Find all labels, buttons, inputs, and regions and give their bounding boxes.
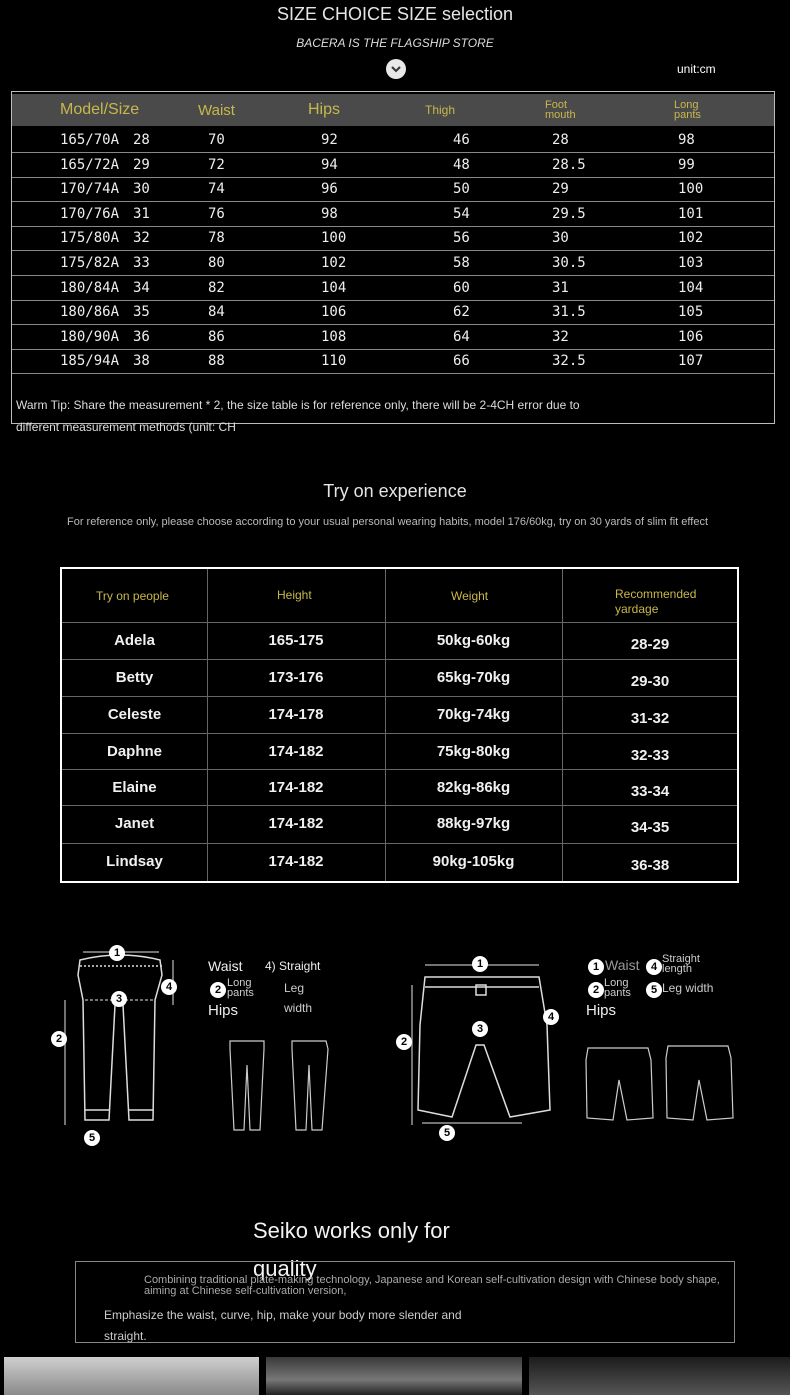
legend-straight: 4) Straight — [265, 959, 321, 973]
legend-leg: Leg — [284, 981, 305, 995]
cell-foot: 28.5 — [552, 156, 586, 173]
legend-width: width — [284, 1001, 313, 1015]
cell-size: 28 — [133, 132, 150, 148]
cell-model: 170/74A — [60, 181, 120, 198]
legend-long: Long — [604, 977, 629, 989]
product-photo — [529, 1357, 790, 1395]
try-on-title: Try on experience — [323, 481, 467, 501]
cell-thigh: 64 — [453, 328, 470, 345]
cell-weight: 70kg-74kg — [436, 706, 511, 723]
marker-3: 3 — [472, 1021, 488, 1037]
cell-name: Daphne — [106, 743, 162, 760]
cell-size: 31 — [133, 205, 150, 222]
cell-foot: 31.5 — [552, 304, 586, 321]
cell-foot: 28 — [552, 132, 569, 148]
table-row — [12, 326, 774, 350]
cell-thigh: 62 — [453, 304, 470, 321]
cell-thigh: 66 — [453, 353, 470, 370]
header-hips: Hips — [308, 101, 341, 118]
cell-length: 98 — [678, 132, 695, 148]
cell-name: Elaine — [112, 779, 157, 796]
cell-hips: 104 — [321, 279, 347, 296]
cell-yardage: 31-32 — [630, 710, 670, 727]
legend-long-pants — [604, 978, 631, 998]
cell-weight: 88kg-97kg — [436, 815, 511, 832]
cell-height: 174-182 — [268, 853, 324, 870]
legend-leg-width: Leg width — [662, 981, 714, 995]
cell-name: Betty — [115, 669, 154, 686]
header-model-size: Model/Size — [60, 101, 140, 118]
cell-foot: 32.5 — [552, 353, 586, 370]
marker-5: 5 — [84, 1130, 100, 1146]
cell-thigh: 56 — [453, 230, 470, 247]
marker-4: 4 — [646, 959, 662, 975]
table-row — [12, 129, 774, 153]
marker-1: 1 — [109, 945, 125, 961]
cell-yardage: 33-34 — [630, 783, 670, 800]
cell-height: 174-182 — [268, 815, 324, 832]
cell-waist: 78 — [208, 230, 225, 247]
cell-foot: 29 — [552, 181, 569, 198]
cell-height: 174-178 — [268, 706, 324, 723]
header-long-pants — [674, 94, 701, 126]
cell-hips: 108 — [321, 328, 347, 345]
cell-length: 104 — [678, 279, 704, 296]
table-row — [12, 301, 774, 325]
cell-length: 101 — [678, 205, 704, 222]
cell-size: 38 — [133, 353, 150, 370]
marker-2: 2 — [210, 982, 226, 998]
quality-title: Seiko works only for quality — [253, 1218, 450, 1281]
cell-waist: 86 — [208, 328, 225, 345]
marker-2: 2 — [396, 1034, 412, 1050]
cell-model: 180/86A — [60, 304, 120, 321]
cell-model: 185/94A — [60, 353, 120, 370]
cell-yardage: 36-38 — [630, 857, 670, 874]
cell-waist: 72 — [208, 156, 225, 173]
marker-2: 2 — [51, 1031, 67, 1047]
long-pants-thumbnails — [222, 1035, 337, 1135]
cell-model: 175/82A — [60, 255, 120, 271]
cell-model: 170/76A — [60, 205, 120, 222]
cell-hips: 102 — [321, 255, 347, 271]
cell-waist: 84 — [208, 304, 225, 321]
cell-hips: 94 — [321, 156, 338, 173]
column-divider — [385, 569, 386, 881]
header-yardage: yardage — [615, 602, 659, 616]
cell-foot: 29.5 — [552, 205, 586, 222]
cell-hips: 98 — [321, 205, 338, 222]
cell-thigh: 54 — [453, 205, 470, 222]
header-recommended: Recommended — [615, 587, 697, 601]
legend-pants: pants — [227, 987, 254, 999]
cell-length: 103 — [678, 255, 704, 271]
row-divider — [62, 659, 737, 660]
warm-tip: Warm Tip: Share the measurement * 2, the size table is for reference only, there will be 2-4CH error due to different measurement methods (unit: CH — [16, 398, 580, 434]
header-foot-mouth — [545, 94, 576, 126]
marker-5: 5 — [646, 982, 662, 998]
quality-emphasis: Emphasize the waist, curve, hip, make your body more slender and straight. — [104, 1308, 462, 1343]
legend-length: length — [662, 963, 692, 975]
shorts-diagram — [392, 945, 567, 1145]
cell-model: 180/90A — [60, 328, 120, 345]
header-long: Long — [674, 99, 699, 111]
cell-weight: 65kg-70kg — [436, 669, 511, 686]
cell-size: 32 — [133, 230, 150, 247]
cell-hips: 92 — [321, 132, 338, 148]
cell-size: 29 — [133, 156, 150, 173]
store-subtitle: BACERA IS THE FLAGSHIP STORE — [296, 36, 494, 50]
cell-size: 35 — [133, 304, 150, 321]
cell-thigh: 60 — [453, 279, 470, 296]
marker-4: 4 — [543, 1009, 559, 1025]
cell-model: 165/72A — [60, 156, 120, 173]
cell-yardage: 34-35 — [630, 819, 670, 836]
shorts-thumbnails — [583, 1040, 738, 1125]
table-row — [12, 227, 774, 251]
cell-length: 106 — [678, 328, 704, 345]
cell-waist: 82 — [208, 279, 225, 296]
cell-length: 105 — [678, 304, 704, 321]
marker-1: 1 — [472, 956, 488, 972]
long-pants-diagram — [45, 940, 195, 1150]
cell-name: Lindsay — [106, 853, 163, 870]
cell-model: 180/84A — [60, 279, 120, 296]
row-divider — [62, 769, 737, 770]
cell-yardage: 32-33 — [630, 747, 670, 764]
cell-hips: 96 — [321, 181, 338, 198]
cell-weight: 75kg-80kg — [436, 743, 511, 760]
cell-name: Janet — [114, 815, 155, 832]
header-thigh: Thigh — [425, 103, 456, 117]
cell-thigh: 48 — [453, 156, 470, 173]
header-foot: Foot — [545, 99, 568, 111]
header-pants: pants — [674, 109, 701, 121]
cell-foot: 30.5 — [552, 255, 586, 271]
legend-straight: Straight — [662, 953, 700, 965]
marker-5: 5 — [439, 1125, 455, 1141]
cell-waist: 76 — [208, 205, 225, 222]
legend-pants: pants — [604, 987, 631, 999]
marker-4: 4 — [161, 979, 177, 995]
cell-thigh: 58 — [453, 255, 470, 271]
product-photo — [4, 1357, 259, 1395]
row-divider — [62, 843, 737, 844]
marker-3: 3 — [111, 991, 127, 1007]
size-table-header — [12, 94, 774, 126]
cell-yardage: 29-30 — [630, 673, 670, 690]
cell-yardage: 28-29 — [630, 636, 670, 653]
cell-waist: 80 — [208, 255, 225, 271]
page-title: SIZE CHOICE SIZE selection — [276, 4, 514, 24]
cell-size: 33 — [133, 255, 150, 271]
cell-foot: 30 — [552, 230, 569, 247]
cell-height: 174-182 — [268, 779, 324, 796]
marker-2: 2 — [588, 982, 604, 998]
cell-weight: 50kg-60kg — [436, 632, 511, 649]
cell-size: 36 — [133, 328, 150, 345]
header-mouth: mouth — [545, 109, 576, 121]
cell-foot: 32 — [552, 328, 569, 345]
legend-waist: Waist — [208, 958, 243, 974]
header-weight: Weight — [451, 589, 489, 603]
row-divider — [62, 805, 737, 806]
table-row — [12, 277, 774, 301]
legend-hips: Hips — [586, 1002, 617, 1019]
legend-long-pants — [227, 978, 254, 998]
header-waist: Waist — [198, 101, 235, 119]
row-divider — [62, 622, 737, 623]
row-divider — [62, 696, 737, 697]
cell-height: 165-175 — [268, 632, 324, 649]
cell-weight: 90kg-105kg — [432, 853, 515, 870]
table-row — [12, 203, 774, 227]
header-try-on-people: Try on people — [96, 589, 169, 603]
cell-weight: 82kg-86kg — [436, 779, 511, 796]
table-row — [12, 350, 774, 374]
cell-length: 99 — [678, 156, 695, 173]
cell-length: 102 — [678, 230, 704, 247]
cell-size: 30 — [133, 181, 150, 198]
cell-height: 174-182 — [268, 743, 324, 760]
cell-size: 34 — [133, 279, 150, 296]
cell-length: 100 — [678, 181, 704, 198]
header-height: Height — [277, 588, 312, 602]
row-divider — [62, 733, 737, 734]
cell-model: 175/80A — [60, 230, 120, 247]
cell-hips: 106 — [321, 304, 347, 321]
cell-name: Adela — [114, 632, 155, 649]
try-on-note: For reference only, please choose according to your usual personal wearing habits, model 176/60kg, try on 30 yards of slim fit effect — [67, 516, 708, 528]
cell-waist: 70 — [208, 132, 225, 148]
cell-thigh: 50 — [453, 181, 470, 198]
cell-hips: 110 — [321, 353, 347, 370]
column-divider — [207, 569, 208, 881]
cell-waist: 74 — [208, 181, 225, 198]
cell-thigh: 46 — [453, 132, 470, 148]
cell-length: 107 — [678, 353, 704, 370]
try-on-table — [60, 567, 739, 883]
cell-foot: 31 — [552, 279, 569, 296]
unit-label: unit:cm — [677, 62, 716, 76]
cell-model: 165/70A — [60, 132, 120, 148]
cell-hips: 100 — [321, 230, 347, 247]
marker-1: 1 — [588, 959, 604, 975]
cell-name: Celeste — [107, 706, 162, 723]
cell-waist: 88 — [208, 353, 225, 370]
legend-hips: Hips — [208, 1002, 239, 1019]
table-row — [12, 178, 774, 202]
legend-long: Long — [227, 977, 252, 989]
chevron-down-icon[interactable] — [386, 59, 406, 79]
table-row — [12, 154, 774, 178]
header-recommended-yardage — [615, 587, 696, 617]
cell-height: 173-176 — [268, 669, 324, 686]
legend-waist: Waist — [605, 957, 640, 973]
product-photo — [266, 1357, 522, 1395]
legend-straight-length — [662, 954, 700, 974]
quality-description: Combining traditional plate-making technology, Japanese and Korean self-cultivation design with Chinese body shape, aiming at Chinese self-cultivation version, — [144, 1274, 720, 1297]
table-row — [12, 252, 774, 276]
